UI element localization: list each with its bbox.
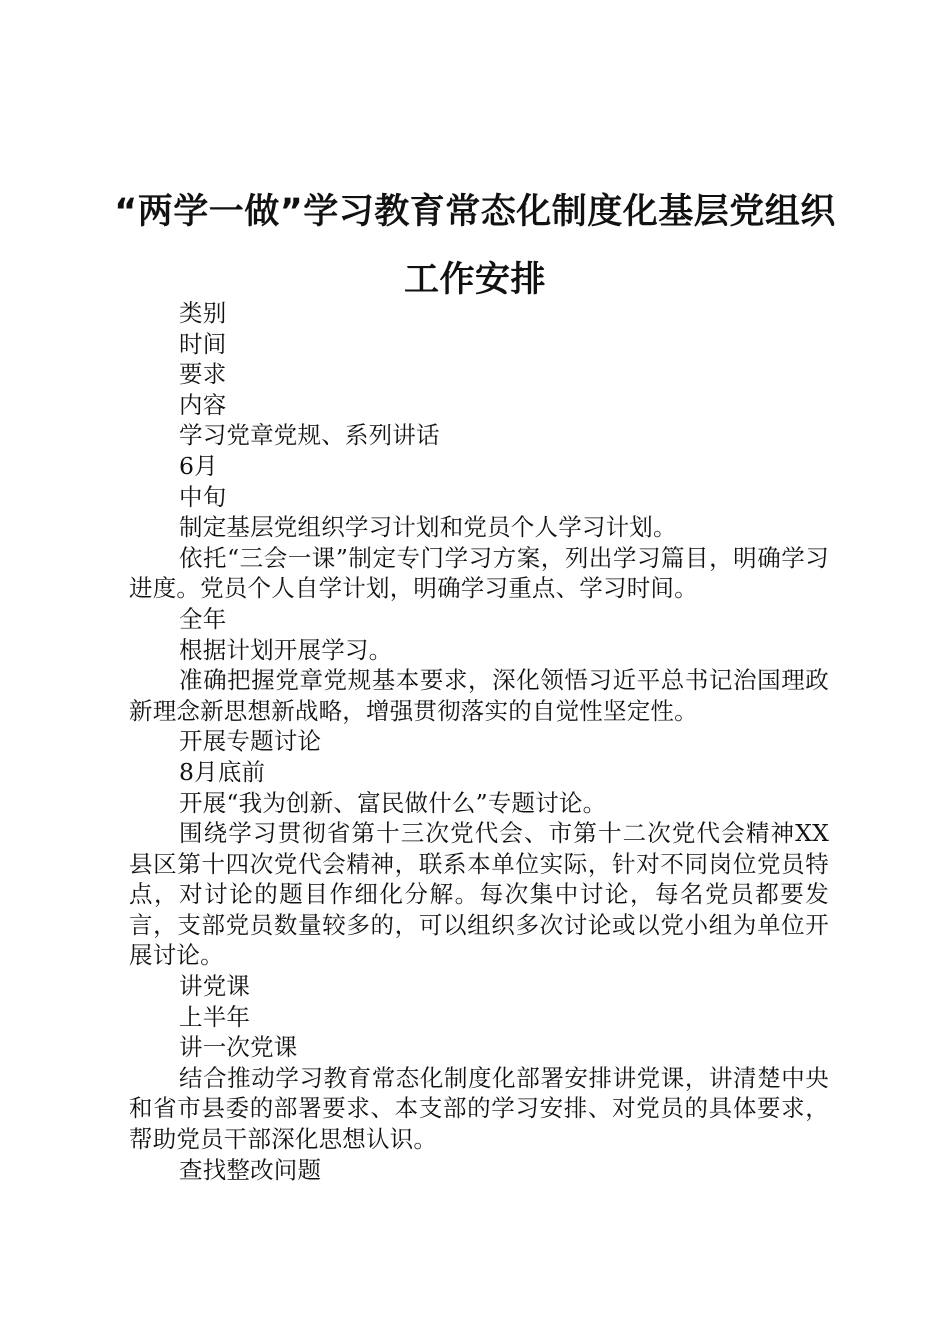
paragraph: 中旬 <box>179 482 227 511</box>
paragraph: 6月 <box>179 451 218 480</box>
paragraph: 要求 <box>179 360 227 389</box>
paragraph: 结合推动学习教育常态化制度化部署安排讲党课，讲清楚中央和省市县委的部署要求、本支部的学习安排、对党员的具体要求，帮助党员干部深化思想认识。 <box>129 1063 829 1154</box>
paragraph: 讲党课 <box>179 972 251 1001</box>
paragraph: 学习党章党规、系列讲话 <box>179 421 440 450</box>
paragraph: 时间 <box>179 329 227 358</box>
paragraph: 开展专题讨论 <box>179 727 322 756</box>
paragraph: 8月底前 <box>179 757 266 786</box>
paragraph: 内容 <box>179 390 227 419</box>
paragraph: 类别 <box>179 299 227 327</box>
paragraph: 查找整改问题 <box>179 1155 322 1184</box>
paragraph: 准确把握党章党规基本要求，深化领悟习近平总书记治国理政新理念新思想新战略，增强贯彻落实的自觉性坚定性。 <box>129 666 829 725</box>
paragraph: 依托“三会一课”制定专门学习方案，列出学习篇目，明确学习进度。党员个人自学计划，明确学习重点、学习时间。 <box>129 543 829 603</box>
paragraph: 开展“我为创新、富民做什么”专题讨论。 <box>179 788 607 817</box>
paragraph: 制定基层党组织学习计划和党员个人学习计划。 <box>179 513 677 542</box>
paragraph: 根据计划开展学习。 <box>179 635 393 664</box>
document-title: “两学一做”学习教育常态化制度化基层党组织工作安排 <box>114 192 836 300</box>
document-body <box>129 298 829 1185</box>
paragraph: 讲一次党课 <box>179 1033 298 1062</box>
paragraph: 上半年 <box>179 1002 251 1031</box>
paragraph: 围绕学习贯彻省第十三次党代会、市第十二次党代会精神XX县区第十四次党代会精神，联系本单位实际，针对不同岗位党员特点，对讨论的题目作细化分解。每次集中讨论，每名党员都要发言，支部党员数量较多的，可以组织多次讨论或以党小组为单位开展讨论。 <box>129 819 829 970</box>
paragraph: 全年 <box>179 604 227 633</box>
